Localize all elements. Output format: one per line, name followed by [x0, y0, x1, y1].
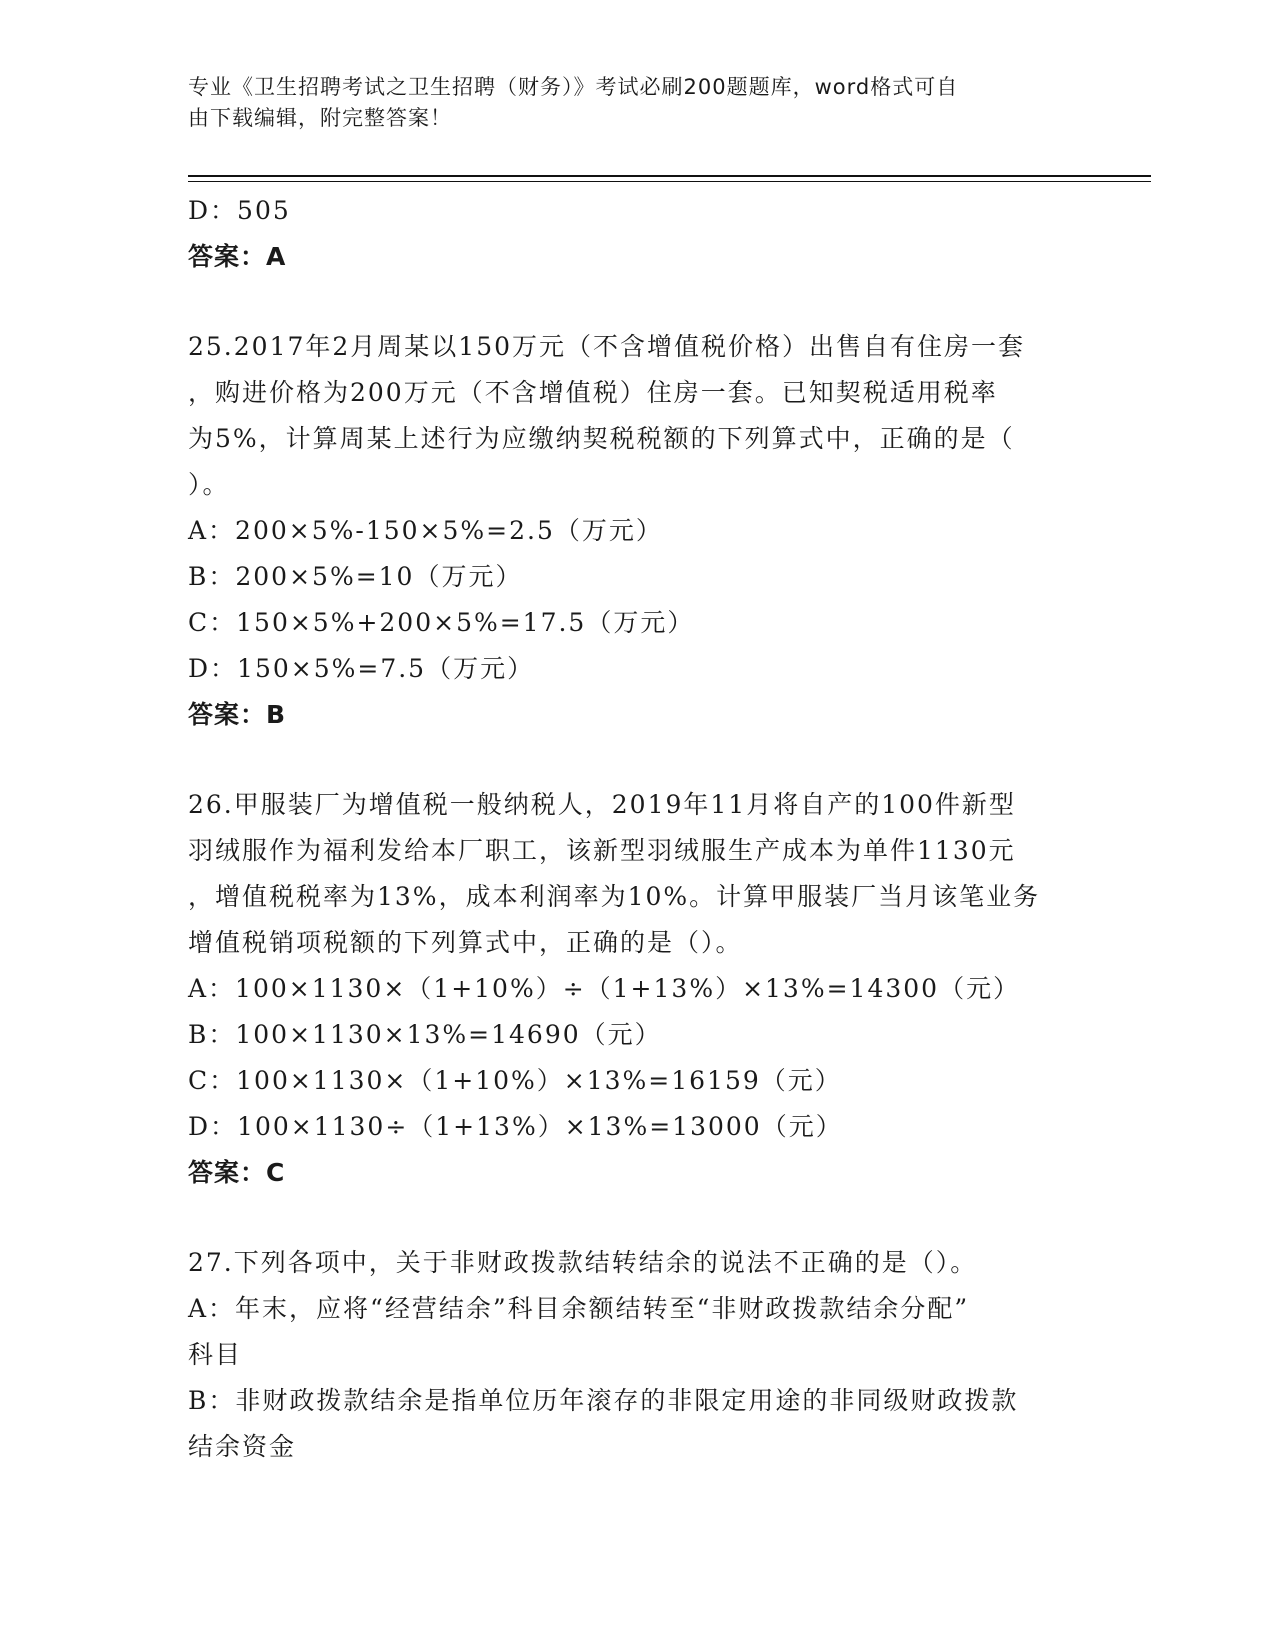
question-27-option-a-line-2: 科目 — [188, 1340, 243, 1369]
question-25-line-2: ，购进价格为200万元（不含增值税）住房一套。已知契税适用税率 — [188, 378, 998, 407]
question-26-line-4: 增值税销项税额的下列算式中，正确的是（）。 — [188, 928, 743, 957]
question-25-option-d: D：150×5%=7.5（万元） — [188, 654, 535, 683]
question-25-answer: 答案：B — [188, 700, 287, 729]
question-26-option-d: D：100×1130÷（1+13%）×13%=13000（元） — [188, 1112, 843, 1141]
header-rule-thin — [188, 181, 1151, 182]
question-25-option-a: A：200×5%-150×5%=2.5（万元） — [188, 516, 663, 545]
question-26-option-a: A：100×1130×（1+10%）÷（1+13%）×13%=14300（元） — [188, 974, 1021, 1003]
question-26-line-3: ，增值税税率为13%，成本利润率为10%。计算甲服装厂当月该笔业务 — [188, 882, 1041, 911]
question-27-line-1: 27.下列各项中，关于非财政拨款结转结余的说法不正确的是（）。 — [188, 1248, 978, 1277]
spacer — [188, 738, 1088, 782]
question-26-option-b: B：100×1130×13%=14690（元） — [188, 1020, 662, 1049]
question-26-option-c: C：100×1130×（1+10%）×13%=16159（元） — [188, 1066, 842, 1095]
header-line-2: 由下载编辑，附完整答案！ — [188, 106, 452, 130]
question-25-line-3: 为5%，计算周某上述行为应缴纳契税税额的下列算式中，正确的是（ — [188, 424, 1015, 453]
question-26 — [188, 782, 1088, 1196]
question-27-option-b-line-1: B：非财政拨款结余是指单位历年滚存的非限定用途的非同级财政拨款 — [188, 1386, 1019, 1415]
page-header — [188, 72, 1068, 134]
prev-answer: 答案：A — [188, 242, 287, 271]
question-25-line-1: 25.2017年2月周某以150万元（不含增值税价格）出售自有住房一套 — [188, 332, 1026, 361]
header-line-1: 专业《卫生招聘考试之卫生招聘（财务）》考试必刷200题题库，word格式可自 — [188, 75, 959, 99]
question-27 — [188, 1240, 1088, 1470]
spacer — [188, 280, 1088, 324]
question-25 — [188, 324, 1088, 738]
question-25-option-c: C：150×5%+200×5%=17.5（万元） — [188, 608, 695, 637]
question-26-line-2: 羽绒服作为福利发给本厂职工，该新型羽绒服生产成本为单件1130元 — [188, 836, 1016, 865]
prev-option-d: D：505 — [188, 196, 291, 225]
spacer — [188, 1196, 1088, 1240]
question-26-line-1: 26.甲服装厂为增值税一般纳税人，2019年11月将自产的100件新型 — [188, 790, 1016, 819]
question-26-answer: 答案：C — [188, 1158, 286, 1187]
question-25-option-b: B：200×5%=10（万元） — [188, 562, 523, 591]
question-27-option-a-line-1: A：年末，应将“经营结余”科目余额结转至“非财政拨款结余分配” — [188, 1294, 970, 1323]
header-rule-thick — [188, 175, 1151, 177]
question-25-line-4: ）。 — [188, 470, 230, 499]
document-body — [188, 188, 1088, 1470]
question-27-option-b-line-2: 结余资金 — [188, 1432, 297, 1461]
